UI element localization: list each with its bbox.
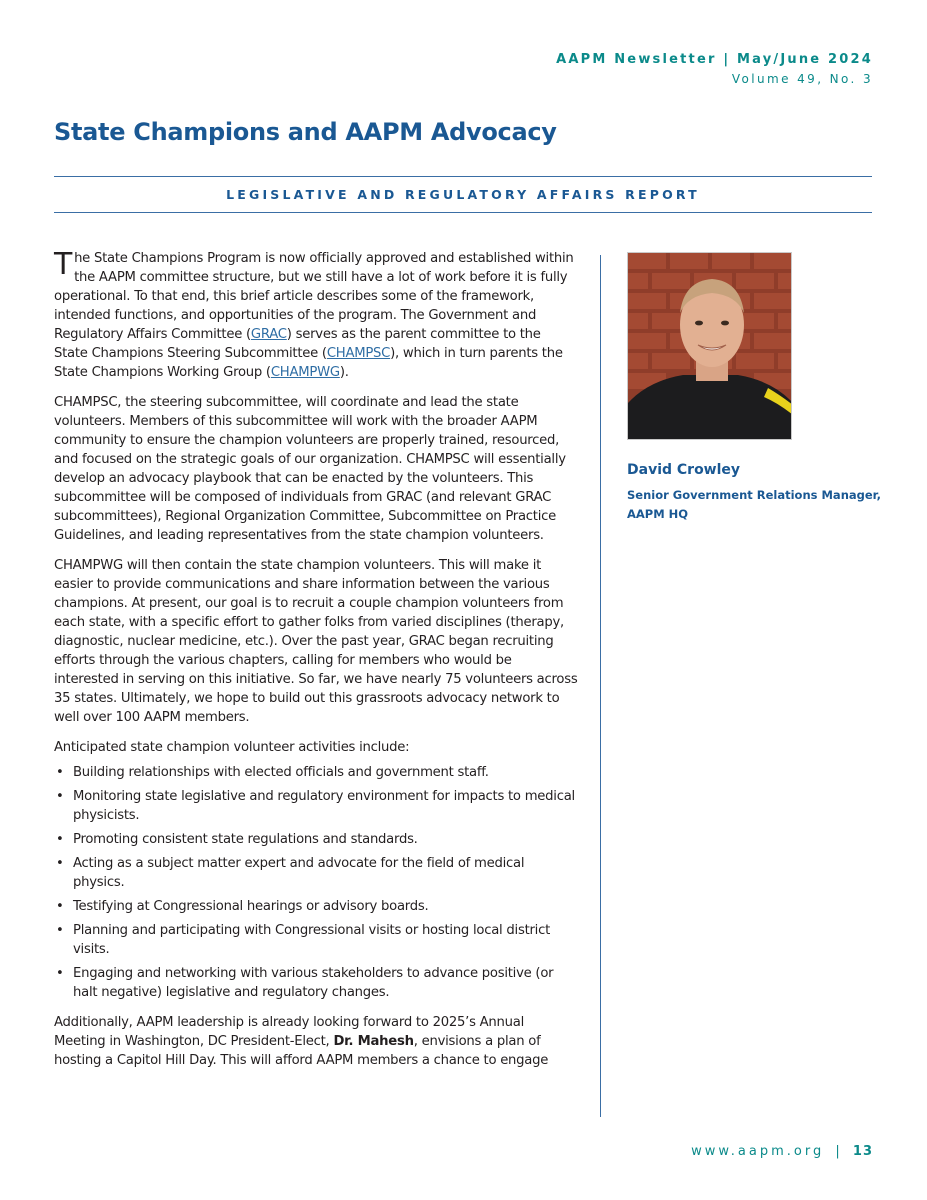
section-rule-top [54,176,872,177]
bullet-icon: • [56,966,64,981]
paragraph-intro [54,249,578,382]
author-role-line1: Senior Government Relations Manager, [627,488,882,502]
list-item: • Promoting consistent state regulations and standards. [56,832,418,847]
column-divider [600,255,601,1117]
bullet-icon: • [56,923,64,938]
author-caption [627,462,887,524]
intro-text-3: ), which in turn parents the State Champions Working Group ( [54,346,563,380]
page-number: 13 [852,1144,873,1159]
bullet-icon: • [56,899,64,914]
paragraph-champsc: CHAMPSC, the steering subcommittee, will coordinate and lead the state volunteers. Members of this subcommittee will work with the broader AAPM community to ensure the champion volunteers are properly trained, resourced, and focused on the strategic goals of our organization. CHAMPSC will essentially develop an advocacy playbook that can be enacted by the volunteers. This subcommittee will be composed of individuals from GRAC (and relevant GRAC subcommittees), Regional Organization Committee, Subcommittee on Practice Guidelines, and leading representatives from the state champion volunteers. [54,395,566,543]
intro-text-2: ) serves as the parent committee to the State Champions Steering Subcommittee ( [54,327,541,361]
author-name: David Crowley [627,462,741,478]
list-item: • Building relationships with elected officials and government staff. [56,765,489,780]
paragraph-activities-intro: Anticipated state champion volunteer activities include: [54,740,410,755]
bullet-icon: • [56,789,64,804]
author-portrait-image [628,253,792,440]
drop-cap: T [54,247,73,282]
article-title: State Champions and AAPM Advocacy [54,118,557,146]
intro-text-1: he State Champions Program is now officially approved and established within the AAPM committee structure, but we still have a lot of work before it is fully operational. To that end, this brief article describes some of the framework, intended functions, and opportunities of the program. The Government and Regulatory Affairs Committee ( [54,251,574,342]
paragraph-annual-meeting: Additionally, AAPM leadership is already looking forward to 2025’s Annual Meeting in Washington, DC President-Elect, Dr. Mahesh, envisions a plan of hosting a Capitol Hill Day. This will afford AAPM members a chance to engage [54,1015,549,1068]
dr-mahesh-name: Dr. Mahesh [333,1034,414,1049]
paragraph-champwg: CHAMPWG will then contain the state champion volunteers. This will make it easier to provide communications and share information between the various champions. At present, our goal is to recruit a couple champion volunteers from each state, with a specific effort to gather folks from varied disciplines (therapy, diagnostic, nuclear medicine, etc.). Over the past year, GRAC began recruiting efforts through the various chapters, calling for members who would be interested in serving on this initiative. So far, we have nearly 75 volunteers across 35 states. Ultimately, we hope to build out this grassroots advocacy network to well over 100 AAPM members. [54,558,578,725]
newsletter-issue: AAPM Newsletter | May/June 2024 [556,52,873,67]
volume-number: Volume 49, No. 3 [731,72,873,86]
bullet-icon: • [56,832,64,847]
grac-link[interactable]: GRAC [250,327,287,342]
champwg-link[interactable]: CHAMPWG [270,365,340,380]
section-label: LEGISLATIVE AND REGULATORY AFFAIRS REPORT [226,187,700,202]
page-footer [691,1144,873,1159]
author-photo [627,252,792,440]
intro-text-4: ). [339,365,349,380]
author-role-line2: AAPM HQ [627,507,689,521]
list-item: • Planning and participating with Congressional visits or hosting local district visits. [56,923,550,957]
list-item: • Engaging and networking with various stakeholders to advance positive (or halt negative) legislative and regulatory changes. [56,966,554,1000]
list-item: • Testifying at Congressional hearings or advisory boards. [56,899,429,914]
bullet-icon: • [56,765,64,780]
footer-url[interactable]: www.aapm.org [691,1144,825,1159]
masthead [556,52,873,86]
footer-separator: | [835,1144,840,1159]
champsc-link[interactable]: CHAMPSC [326,346,391,361]
activities-list [54,763,578,1002]
section-rule-bottom [54,212,872,213]
list-item: • Monitoring state legislative and regulatory environment for impacts to medical physicists. [56,789,575,823]
bullet-icon: • [56,856,64,871]
article-body [54,249,578,1081]
list-item: • Acting as a subject matter expert and advocate for the field of medical physics. [56,856,525,890]
